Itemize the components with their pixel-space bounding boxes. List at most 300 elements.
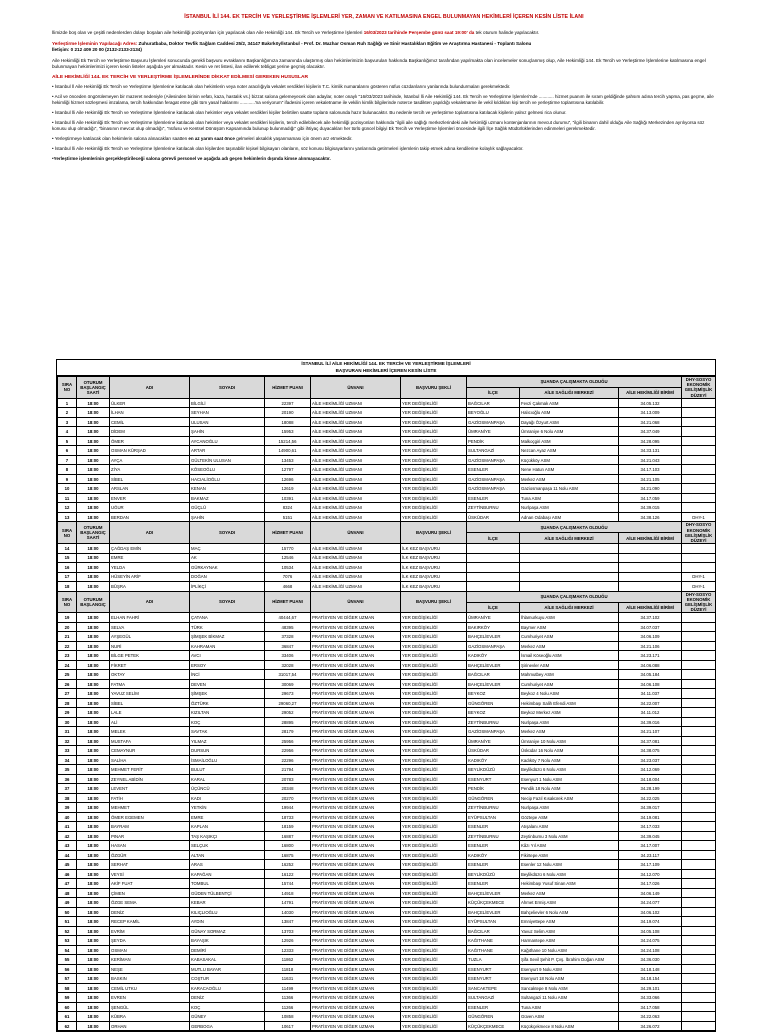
table-cell: PRATİSYEN VE DİĞER UZMAN (311, 717, 401, 727)
table-row (58, 869, 716, 879)
table-cell: BAĞCILAR (467, 398, 520, 408)
table-cell: MEHMET (110, 803, 190, 813)
table-cell: AİLE HEKİMLİĞİ UZMANI (311, 582, 401, 592)
table-cell: FATMA (110, 679, 190, 689)
table-cell: 18:00 (77, 974, 110, 984)
table-cell: Merkez ASM (520, 727, 619, 737)
table-cell: 18:00 (77, 993, 110, 1003)
table-cell: 18:00 (77, 765, 110, 775)
table-cell: CEMAYNUR (110, 746, 190, 756)
table-cell: 18:00 (77, 983, 110, 993)
table-cell: VEYSİ (110, 869, 190, 879)
table-cell: PRATİSYEN VE DİĞER UZMAN (311, 698, 401, 708)
table-cell: 46 (58, 869, 77, 879)
table-cell: BAĞCILAR (467, 926, 520, 936)
table-cell: 32 (58, 736, 77, 746)
table-row (58, 651, 716, 661)
table-cell (467, 582, 520, 592)
table-cell: İhlamurkuyu ASM (520, 613, 619, 623)
col-header-sira: SIRA NO (58, 377, 77, 399)
table-cell: 18:00 (77, 945, 110, 955)
table-cell: Fikirtepe ASM (520, 850, 619, 860)
col-header-basvuru: BAŞVURU ŞEKLİ (401, 591, 467, 613)
table-cell: FİKRET (110, 660, 190, 670)
table-cell: 56 (58, 964, 77, 974)
table-row (58, 974, 716, 984)
table-cell: YER DEĞİŞİKLİĞİ (401, 841, 467, 851)
table-cell: 18:00 (77, 793, 110, 803)
table-cell: 60 (58, 1002, 77, 1012)
table-row (58, 936, 716, 946)
table-cell: Nurİpaşa ASM (520, 803, 619, 813)
table-cell: 18:00 (77, 907, 110, 917)
table-cell: GÜNGÖREN (467, 698, 520, 708)
table-cell: BAHÇELİEVLER (467, 679, 520, 689)
table-cell: 18:00 (77, 698, 110, 708)
table-cell: 29673 (265, 689, 311, 699)
table-cell: GÜNGÖREN (467, 1012, 520, 1022)
table-cell: 18:00 (77, 544, 110, 554)
table-row (58, 660, 716, 670)
table-cell: BAYAŞIK (190, 936, 265, 946)
table-cell: 37 (58, 784, 77, 794)
table-cell: Esenyurt 9 Nolu ASM (520, 964, 619, 974)
table-cell: 18:00 (77, 717, 110, 727)
table-cell: 36847 (265, 641, 311, 651)
table-cell: ZEYTİNBURNU (467, 831, 520, 841)
table-cell: GÜNGÖREN (467, 793, 520, 803)
table-cell (682, 869, 716, 879)
table-cell: 18:00 (77, 398, 110, 408)
table-cell: 18159 (265, 822, 311, 832)
table-cell: KARACAOĞLU (190, 983, 265, 993)
table-row (58, 755, 716, 765)
table-cell: YER DEĞİŞİKLİĞİ (401, 983, 467, 993)
table-cell: 34.22.025 (619, 793, 682, 803)
table-cell (682, 917, 716, 927)
table-cell: SULTANGAZİ (467, 446, 520, 456)
table-cell: 34.11.012 (619, 708, 682, 718)
table-cell: 55 (58, 955, 77, 965)
note-2: • Acil ve önceden öngörülemeyen bir mazeret nedeniyle (Ailesinden birinin vefatı, kaza, hastalık vs.) bizzat salona gelemeyecek olan adaylar, noter onaylı "16/03/2023 tarihinde, İstanbul İli Aile Hekimliği 144. Ek Tercih ve Yerleştirme İşlemleri'nde ............ hizmet puanım ile sıram geldiğinde şahsım adına tercih yapma, pas geçme, aile hekimliği hizmet sözleşmesi imzalama, tercih hakkından feragat etme gibi tüm yasal haklarımı ............'na veriyorum" ifadesini içeren vekaletname ile vekilin kimlik bilgilerinde noterce tasdikten yapıldığı vekaletname ile vekil kıldıkları kişi tercih ve yerleştirme toplantısına katılabilir. (52, 93, 714, 105)
table-cell (520, 544, 619, 554)
table-cell: MAÇ (190, 544, 265, 554)
table-cell (682, 755, 716, 765)
table-cell: PRATİSYEN VE DİĞER UZMAN (311, 888, 401, 898)
table-cell: PRATİSYEN VE DİĞER UZMAN (311, 736, 401, 746)
table-row (58, 474, 716, 484)
table-cell: YETKİN (190, 803, 265, 813)
table-cell: AYDIN (190, 917, 265, 927)
table-cell: 14 (58, 544, 77, 554)
applicant-list-table (56, 359, 716, 1032)
col-header-dhy: DHY-SOSYO EKONOMİK GELİŞMİŞLİK DÜZEYİ (682, 522, 716, 544)
table-cell: TAŞ KAŞIKÇI (190, 831, 265, 841)
table-cell: 51 (58, 917, 77, 927)
table-cell: BAĞCILAR (467, 670, 520, 680)
table-cell: 34.06.149 (619, 888, 682, 898)
table-cell: 19 (58, 613, 77, 623)
table-cell: 34.24.077 (619, 898, 682, 908)
table-cell (682, 436, 716, 446)
table-cell: YER DEĞİŞİKLİĞİ (401, 755, 467, 765)
table-cell: 34.23.171 (619, 651, 682, 661)
intro-text-end: tek oturum halinde yapılacaktır. (474, 30, 540, 35)
table-cell: TUZLA (467, 955, 520, 965)
table-cell: YER DEĞİŞİKLİĞİ (401, 1021, 467, 1031)
table-cell: 14900,61 (265, 446, 311, 456)
table-cell: ÜMRANİYE (467, 736, 520, 746)
table-cell: KAĞITHANE (467, 936, 520, 946)
col-header-calisma: ŞUANDA ÇALIŞMAKTA OLDUĞU (467, 377, 682, 388)
table-cell: Cumhuriyet ASM (520, 679, 619, 689)
table-cell: Nezcan Ayaz ASM (520, 446, 619, 456)
table-cell: 34.06.102 (619, 907, 682, 917)
table-cell: YER DEĞİŞİKLİĞİ (401, 784, 467, 794)
table-cell: ŞAHİN (190, 427, 265, 437)
table-cell: AİLE HEKİMLİĞİ UZMANI (311, 427, 401, 437)
table-cell (520, 582, 619, 592)
table-cell: ÇATANA (190, 613, 265, 623)
col-header-oturum: OTURUM BAŞLANGIÇ SAATİ (77, 377, 110, 399)
col-header-sira: SIRA NO (58, 522, 77, 544)
table-cell: PINAR (110, 831, 190, 841)
table-cell: 59 (58, 993, 77, 1003)
table-cell: 10 (58, 484, 77, 494)
col-header-adi: ADI (110, 591, 190, 613)
col-header-puan: HİZMET PUANI (265, 522, 311, 544)
table-cell: Harmantepe ASM (520, 936, 619, 946)
table-cell: YER DEĞİŞİKLİĞİ (401, 512, 467, 522)
table-cell: KEBAR (190, 898, 265, 908)
table-cell: YER DEĞİŞİKLİĞİ (401, 888, 467, 898)
table-row (58, 613, 716, 623)
table-cell: 15214,56 (265, 436, 311, 446)
table-cell (682, 455, 716, 465)
table-cell: İPLİKÇİ (190, 582, 265, 592)
table-cell (682, 651, 716, 661)
table-cell: DENİZ (190, 993, 265, 1003)
table-cell (682, 765, 716, 775)
table-cell: YER DEĞİŞİKLİĞİ (401, 670, 467, 680)
col-header-adi: ADI (110, 377, 190, 399)
table-cell: YER DEĞİŞİKLİĞİ (401, 651, 467, 661)
table-cell: BERDAN (110, 512, 190, 522)
table-cell: Beylikdüzü 6 Nolu ASM (520, 765, 619, 775)
table-cell: 34.17.026 (619, 879, 682, 889)
table-cell: 26 (58, 679, 77, 689)
table-cell: 22 (58, 641, 77, 651)
table-cell: YER DEĞİŞİKLİĞİ (401, 493, 467, 503)
table-cell: YER DEĞİŞİKLİĞİ (401, 850, 467, 860)
page-title: İSTANBUL İLİ 144. EK TERCİH VE YERLEŞTİRME İŞLEMLERİ YER, ZAMAN VE KATILMASINA ENGEL BULUNMAYAN HEKİMLERİ İÇEREN KESİN LİSTE İLANI (184, 14, 584, 20)
table-cell: YER DEĞİŞİKLİĞİ (401, 774, 467, 784)
table-cell (682, 708, 716, 718)
table-cell: YER DEĞİŞİKLİĞİ (401, 926, 467, 936)
table-cell: EYÜPSULTAN (467, 917, 520, 927)
table-cell: ŞİMŞEK (190, 689, 265, 699)
intro-paragraph-1 (52, 30, 716, 36)
table-cell: 34.39.017 (619, 803, 682, 813)
table-cell: 18:00 (77, 936, 110, 946)
table-row (58, 879, 716, 889)
table-cell: İLK KEZ BAŞVURU (401, 563, 467, 573)
table-cell: Nene Hatun ASM (520, 465, 619, 475)
table-row (58, 955, 716, 965)
table-cell: PRATİSYEN VE DİĞER UZMAN (311, 850, 401, 860)
table-row (58, 812, 716, 822)
table-cell: YER DEĞİŞİKLİĞİ (401, 679, 467, 689)
table-cell (520, 563, 619, 573)
col-header-dhy: DHY-SOSYO EKONOMİK GELİŞMİŞLİK DÜZEYİ (682, 591, 716, 613)
table-cell: 22956 (265, 746, 311, 756)
table-cell: ARSLAN (110, 484, 190, 494)
table-cell: 33406 (265, 651, 311, 661)
col-header-adi: ADI (110, 522, 190, 544)
table-cell: 11 (58, 493, 77, 503)
table-cell: İSMAİLOĞLU (190, 755, 265, 765)
table-row (58, 888, 716, 898)
col-header-puan: HİZMET PUANI (265, 591, 311, 613)
table-cell: YER DEĞİŞİKLİĞİ (401, 417, 467, 427)
table-header-row (58, 591, 716, 602)
table-cell (682, 888, 716, 898)
table-cell: ESENYURT (467, 974, 520, 984)
table-cell: 18:00 (77, 1012, 110, 1022)
table-cell: Nurİpaşa ASM (520, 503, 619, 513)
table-cell: İLK KEZ BAŞVURU (401, 572, 467, 582)
table-cell: YER DEĞİŞİKLİĞİ (401, 945, 467, 955)
table-cell: 18:00 (77, 553, 110, 563)
table-cell: SERHAT (110, 860, 190, 870)
table-cell: YER DEĞİŞİKLİĞİ (401, 736, 467, 746)
table-cell: GAZİOSMANPAŞA (467, 417, 520, 427)
table-cell: ELHAN FAHRİ (110, 613, 190, 623)
table-cell: 18:00 (77, 651, 110, 661)
table-cell: 10534 (265, 563, 311, 573)
table-cell: 34.18.004 (619, 774, 682, 784)
notes-heading: AİLE HEKİMLİĞİ 144. EK TERCİH VE YERLEŞTİRME İŞLEMLERİNDE DİKKAT EDİLMESİ GEREKEN HUSUSLAR (52, 74, 309, 80)
table-cell: ÜSKÜDAR (467, 512, 520, 522)
table-cell: 34.28.095 (619, 436, 682, 446)
note-6: • İstanbul İli Aile Hekimliği Ek Tercih ve Yerleştirme İşlemlerine katılacak olan kişilerden taşınabilir kişisel bilgisayarı olanların, söz konusu bilgisayarlarını yanlarında getirmeleri işlemlerin takip etmek adına kendilerine kolaylık sağlayacaktır. (52, 145, 524, 151)
table-cell (682, 812, 716, 822)
table-cell: 14030 (265, 907, 311, 917)
table-row (58, 822, 716, 832)
table-cell: Pendik 18 Nolu ASM (520, 784, 619, 794)
table-cell: 34.17.103 (619, 465, 682, 475)
table-cell: Küçükköy ASM (520, 455, 619, 465)
table-cell: TOMBUL (190, 879, 265, 889)
table-cell: PRATİSYEN VE DİĞER UZMAN (311, 632, 401, 642)
table-cell: 48 (58, 888, 77, 898)
table-cell: AYÇA (110, 455, 190, 465)
table-cell: YER DEĞİŞİKLİĞİ (401, 660, 467, 670)
table-cell: 18:00 (77, 436, 110, 446)
table-cell: BAHÇELİEVLER (467, 907, 520, 917)
table-cell: Kağıthane 10 Nolu ASM (520, 945, 619, 955)
table-cell: 34.18.148 (619, 964, 682, 974)
table-cell: SİBEL (110, 474, 190, 484)
table-cell (682, 613, 716, 623)
note-7: •Yerleştirme işlemlerinin gerçekleştirileceği salona görevli personel ve aşağıda adı geçen hekimlerin dışında kimse alınmayacaktır. (52, 155, 331, 161)
intro-paragraph-3: Aile Hekimliği Ek Tercih ve Yerleştirme Başvuru İşlemleri sonucunda gerekli başvuru evraklarını Başkanlığımıza zamanında ulaştırmış olan hekimlerimizin başvuruları hakkında Başkanlığımız tarafından yapılmakta olan incelemeler sonuçlanmış olup, Aile Hekimliği 144. Ek Tercih ve Yerleştirme İşlemlerine katılmasına engel bulunmayan hekimlerimizi içeren kesin listeler aşağıda yer almaktadır. Kesin ve ret listesi, ilan edilerek tebligat yerine geçmiş olacaktır. (52, 57, 706, 69)
table-cell: BASKIN (110, 974, 190, 984)
table-cell (682, 553, 716, 563)
table-cell: 34.22.007 (619, 698, 682, 708)
table-cell: ÖMER (110, 436, 190, 446)
table-cell: PRATİSYEN VE DİĞER UZMAN (311, 651, 401, 661)
table-row (58, 907, 716, 917)
table-cell: 18:00 (77, 784, 110, 794)
table-cell: PRATİSYEN VE DİĞER UZMAN (311, 670, 401, 680)
table-cell: BAHÇELİEVLER (467, 660, 520, 670)
table-cell: Güven ASM (520, 1012, 619, 1022)
table-cell (682, 746, 716, 756)
col-header-oturum2: OTURUM BAŞLANGIÇ (77, 591, 110, 613)
table-cell: 34.17.033 (619, 822, 682, 832)
col-header-sira: SIRA NO (58, 591, 77, 613)
table-cell: ARTAR (190, 446, 265, 456)
table-cell: YER DEĞİŞİKLİĞİ (401, 993, 467, 1003)
col-header-soyadi: SOYADI (190, 522, 265, 544)
table-cell: AVCI (190, 651, 265, 661)
table-cell: NURİ (110, 641, 190, 651)
table-cell: YER DEĞİŞİKLİĞİ (401, 936, 467, 946)
table-cell: PRATİSYEN VE DİĞER UZMAN (311, 746, 401, 756)
table-cell: AİLE HEKİMLİĞİ UZMANI (311, 408, 401, 418)
table-cell: Kadıköy 7 Nolu ASM (520, 755, 619, 765)
table-cell: Dayağı Özyurt ASM (520, 417, 619, 427)
table-cell: YER DEĞİŞİKLİĞİ (401, 1002, 467, 1012)
table-cell: 34.17.058 (619, 1002, 682, 1012)
table-cell: KÜÇÜKÇEKMECE (467, 1021, 520, 1031)
table-cell: 34.33.131 (619, 446, 682, 456)
table-cell: 34.33.066 (619, 993, 682, 1003)
table-cell: 22296 (265, 755, 311, 765)
col-header-unvan: ÜNVANI (311, 377, 401, 399)
table-cell: 34.12.069 (619, 765, 682, 775)
table-cell: 18:00 (77, 408, 110, 418)
table-cell: DHY-1 (682, 512, 716, 522)
table-row (58, 679, 716, 689)
table-cell: 47 (58, 879, 77, 889)
table-cell: SANCAKTEPE (467, 983, 520, 993)
table-cell: 61 (58, 1012, 77, 1022)
table-cell: 18:00 (77, 964, 110, 974)
table-row (58, 398, 716, 408)
table-cell: YER DEĞİŞİKLİĞİ (401, 765, 467, 775)
table-cell: ESENLER (467, 841, 520, 851)
table-cell: CEMİL (110, 417, 190, 427)
table-row (58, 484, 716, 494)
table-cell: ÖMER EGEMEN (110, 812, 190, 822)
table-cell: 34.21.090 (619, 484, 682, 494)
table-cell: 34.17.109 (619, 860, 682, 870)
table-cell: 18:00 (77, 613, 110, 623)
table-cell: Ümraniye 6 Nolu ASM (520, 427, 619, 437)
table-cell: AİLE HEKİMLİĞİ UZMANI (311, 544, 401, 554)
table-cell: 14791 (265, 898, 311, 908)
table-cell: 57 (58, 974, 77, 984)
table-cell: YER DEĞİŞİKLİĞİ (401, 869, 467, 879)
table-cell (682, 717, 716, 727)
table-cell: ÖZTÜRK (190, 698, 265, 708)
table-cell: KAĞITHANE (467, 945, 520, 955)
table-cell: 16800 (265, 841, 311, 851)
table-cell: 18:00 (77, 822, 110, 832)
table-cell: AİLE HEKİMLİĞİ UZMANI (311, 417, 401, 427)
table-cell (682, 563, 716, 573)
applicant-table (57, 376, 716, 1031)
table-row (58, 793, 716, 803)
table-cell: DHY-1 (682, 572, 716, 582)
col-header-asm: AİLE SAĞLIĞI MERKEZİ (520, 387, 619, 398)
table-cell: ALTAN (190, 850, 265, 860)
table-cell: ESENYURT (467, 964, 520, 974)
table-cell (619, 553, 682, 563)
table-cell: GÜNEY (190, 1012, 265, 1022)
table-cell: PRATİSYEN VE DİĞER UZMAN (311, 812, 401, 822)
table-cell: GÜRKAYNAK (190, 563, 265, 573)
table-cell: Beykoz Merkez ASM (520, 708, 619, 718)
table-cell: BÜŞRA (110, 582, 190, 592)
table-cell: 18:00 (77, 512, 110, 522)
table-cell: ÖZGÜR (110, 850, 190, 860)
table-cell: AK (190, 553, 265, 563)
table-cell: 34.37.102 (619, 613, 682, 623)
table-cell: 11862 (265, 955, 311, 965)
table-cell: KILIÇLIOĞLU (190, 907, 265, 917)
table-cell: 13703 (265, 926, 311, 936)
table-cell (682, 774, 716, 784)
table-cell: PRATİSYEN VE DİĞER UZMAN (311, 622, 401, 632)
table-row (58, 436, 716, 446)
table-cell (682, 879, 716, 889)
table-cell: YAVUZ SELİM (110, 689, 190, 699)
table-cell (682, 793, 716, 803)
table-cell (619, 544, 682, 554)
table-cell (682, 622, 716, 632)
table-cell: YER DEĞİŞİKLİĞİ (401, 822, 467, 832)
table-cell (682, 907, 716, 917)
table-cell: 21794 (265, 765, 311, 775)
table-cell: Sultangazi 11 Nolu ASM (520, 993, 619, 1003)
table-cell: 12619 (265, 484, 311, 494)
table-row (58, 455, 716, 465)
table-cell: YILMAZ (190, 736, 265, 746)
table-cell: Beykoz 4 Nolu ASM (520, 689, 619, 699)
address-text: Zuhuratbaba, Doktor Tevfik Sağlam Caddesi 25/2, 34147 Bakırköy/İstanbul - Prof. Dr. Mazhar Osman Ruh Sağlığı ve Sinir Hastalıkları Eğitim ve Araştırma Hastanesi - Toplantı Salonu (137, 40, 532, 46)
table-cell: PRATİSYEN VE DİĞER UZMAN (311, 784, 401, 794)
table-cell: 21 (58, 632, 77, 642)
table-cell: 23 (58, 651, 77, 661)
table-cell: AİLE HEKİMLİĞİ UZMANI (311, 572, 401, 582)
table-cell: PRATİSYEN VE DİĞER UZMAN (311, 765, 401, 775)
table-cell (682, 945, 716, 955)
table-row (58, 717, 716, 727)
table-row (58, 831, 716, 841)
table-cell: ŞAHİN (190, 512, 265, 522)
table-cell: 30069 (265, 679, 311, 689)
table-cell: 34.19.081 (619, 812, 682, 822)
table-cell (682, 670, 716, 680)
table-cell: KIZILTAN (190, 708, 265, 718)
table-cell: ZEYTİNBURNU (467, 503, 520, 513)
table-cell: 34.29.101 (619, 983, 682, 993)
table-cell: YER DEĞİŞİKLİĞİ (401, 455, 467, 465)
table-cell: YER DEĞİŞİKLİĞİ (401, 613, 467, 623)
